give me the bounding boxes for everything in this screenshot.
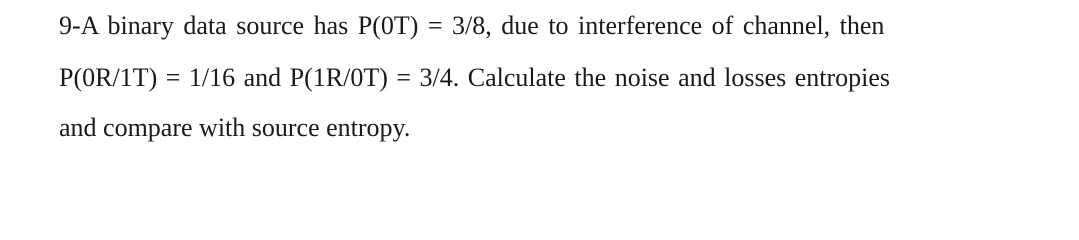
problem-line-1: 9-A binary data source has P(0T) = 3/8, due to interference of channel, then bbox=[59, 11, 885, 40]
problem-line-2: P(0R/1T) = 1/16 and P(1R/0T) = 3/4. Calculate the noise and losses entropies bbox=[59, 63, 891, 92]
problem-line-3: and compare with source entropy. bbox=[59, 113, 411, 142]
